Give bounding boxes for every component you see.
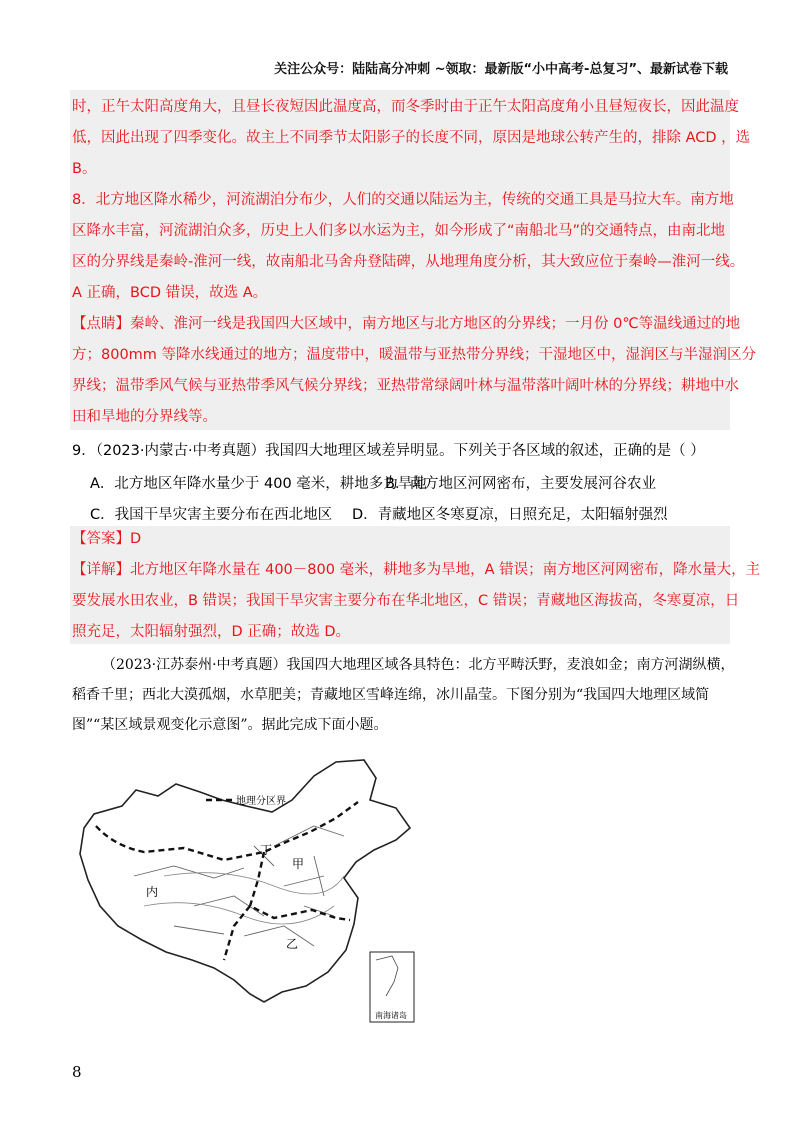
answer-tag: 【答案】 [72,531,130,547]
label-yi: 乙 [286,937,299,951]
intro-paragraph [72,650,735,740]
answer-block [72,524,761,648]
option-a: A．北方地区年降水量少于 400 毫米，耕地多为旱地 [90,476,427,492]
explanation-line: 界线；温带季风气候与亚热带季风气候分界线；亚热带常绿阔叶林与温带落叶阔叶林的分界线；耕地中水 [72,378,739,394]
question-9-stem: 9．（2023·内蒙古·中考真题）我国四大地理区域差异明显。下列关于各区域的叙述，正确的是（ ） [72,443,705,459]
explanation-line: 低，因此出现了四季变化。故主上不同季节太阳影子的长度不同，原因是地球公转产生的，排除 ACD ，选 [72,130,751,146]
detail-line: 照充足，太阳辐射强烈，D 正确；故选 D。 [72,624,351,640]
intro-line: 稻香千里；西北大漠孤烟，水草肥美；青藏地区雪峰连绵，冰川晶莹。下图分别为“我国四大地理区域简 [72,687,710,703]
page-header: 关注公众号：陆陆高分冲刺 ~领取：最新版“小中高考-总复习”、最新试卷下载 [274,62,728,77]
explanation-line: 【点睛】秦岭、淮河一线是我国四大区域中，南方地区与北方地区的分界线；一月份 0℃等温线通过的地 [72,316,741,332]
legend-label: 地理分区界 [236,796,286,807]
province-lines [134,826,344,946]
river-lines [144,873,344,924]
explanation-line: 8．北方地区降水稀少，河流湖泊分布少，人们的交通以陆运为主，传统的交通工具是马拉大车。南方地 [72,192,734,208]
explanation-line: 区的分界线是秦岭-淮河一线，故南船北马舍舟登陆碑，从地理角度分析，其大致应位于秦岭—淮河一线。 [72,254,745,270]
answer-value: D [130,531,142,547]
explanation-line: 方；800mm 等降水线通过的地方；温度带中，暖温带与亚热带分界线；干湿地区中，湿润区与半湿润区分 [72,347,757,363]
inset-caption: 南海诸岛 [375,1011,407,1020]
answer-line [72,524,732,555]
option-b: B．南方地区河网密布，主要发展河谷农业 [385,476,656,492]
option-d: D．青藏地区冬寒夏凉，日照充足，太阳辐射强烈 [352,507,668,523]
detail-line [72,555,761,586]
page-number: 8 [72,1063,82,1081]
label-ding: 丁 [260,843,273,857]
option-c: C．我国干旱灾害主要分布在西北地区 [90,507,333,523]
explanation-line: 区降水丰富，河流湖泊众多，历史上人们多以水运为主，如今形成了“南船北马”的交通特点，由南北地 [72,223,726,239]
explanation-line: 田和旱地的分界线等。 [72,409,217,425]
detail-tag: 【详解】 [72,562,130,578]
explanation-line: B。 [72,161,97,177]
explanation-block [72,92,757,433]
label-nei: 内 [146,885,159,899]
label-jia: 甲 [292,857,305,871]
intro-line: 图”“某区域景观变化示意图”。据此完成下面小题。 [72,717,388,733]
intro-line: （2023·江苏泰州·中考真题）我国四大地理区域各具特色：北方平畴沃野，麦浪如金；南方河湖纵横， [102,657,735,673]
explanation-line: 时，正午太阳高度角大，且昼长夜短因此温度高，而冬季时由于正午太阳高度角小且昼短夜长，因此温度 [72,99,739,115]
explanation-line: A 正确，BCD 错误，故选 A。 [72,285,268,301]
detail-line: 要发展水田农业，B 错误；我国干旱灾害主要分布在华北地区，C 错误；青藏地区海拔高，冬寒夏凉，日 [72,593,740,609]
detail-text: 北方地区年降水量在 400－800 毫米，耕地多为旱地，A 错误；南方地区河网密布，降水量大，主 [130,562,761,578]
china-regions-map [74,756,434,1026]
